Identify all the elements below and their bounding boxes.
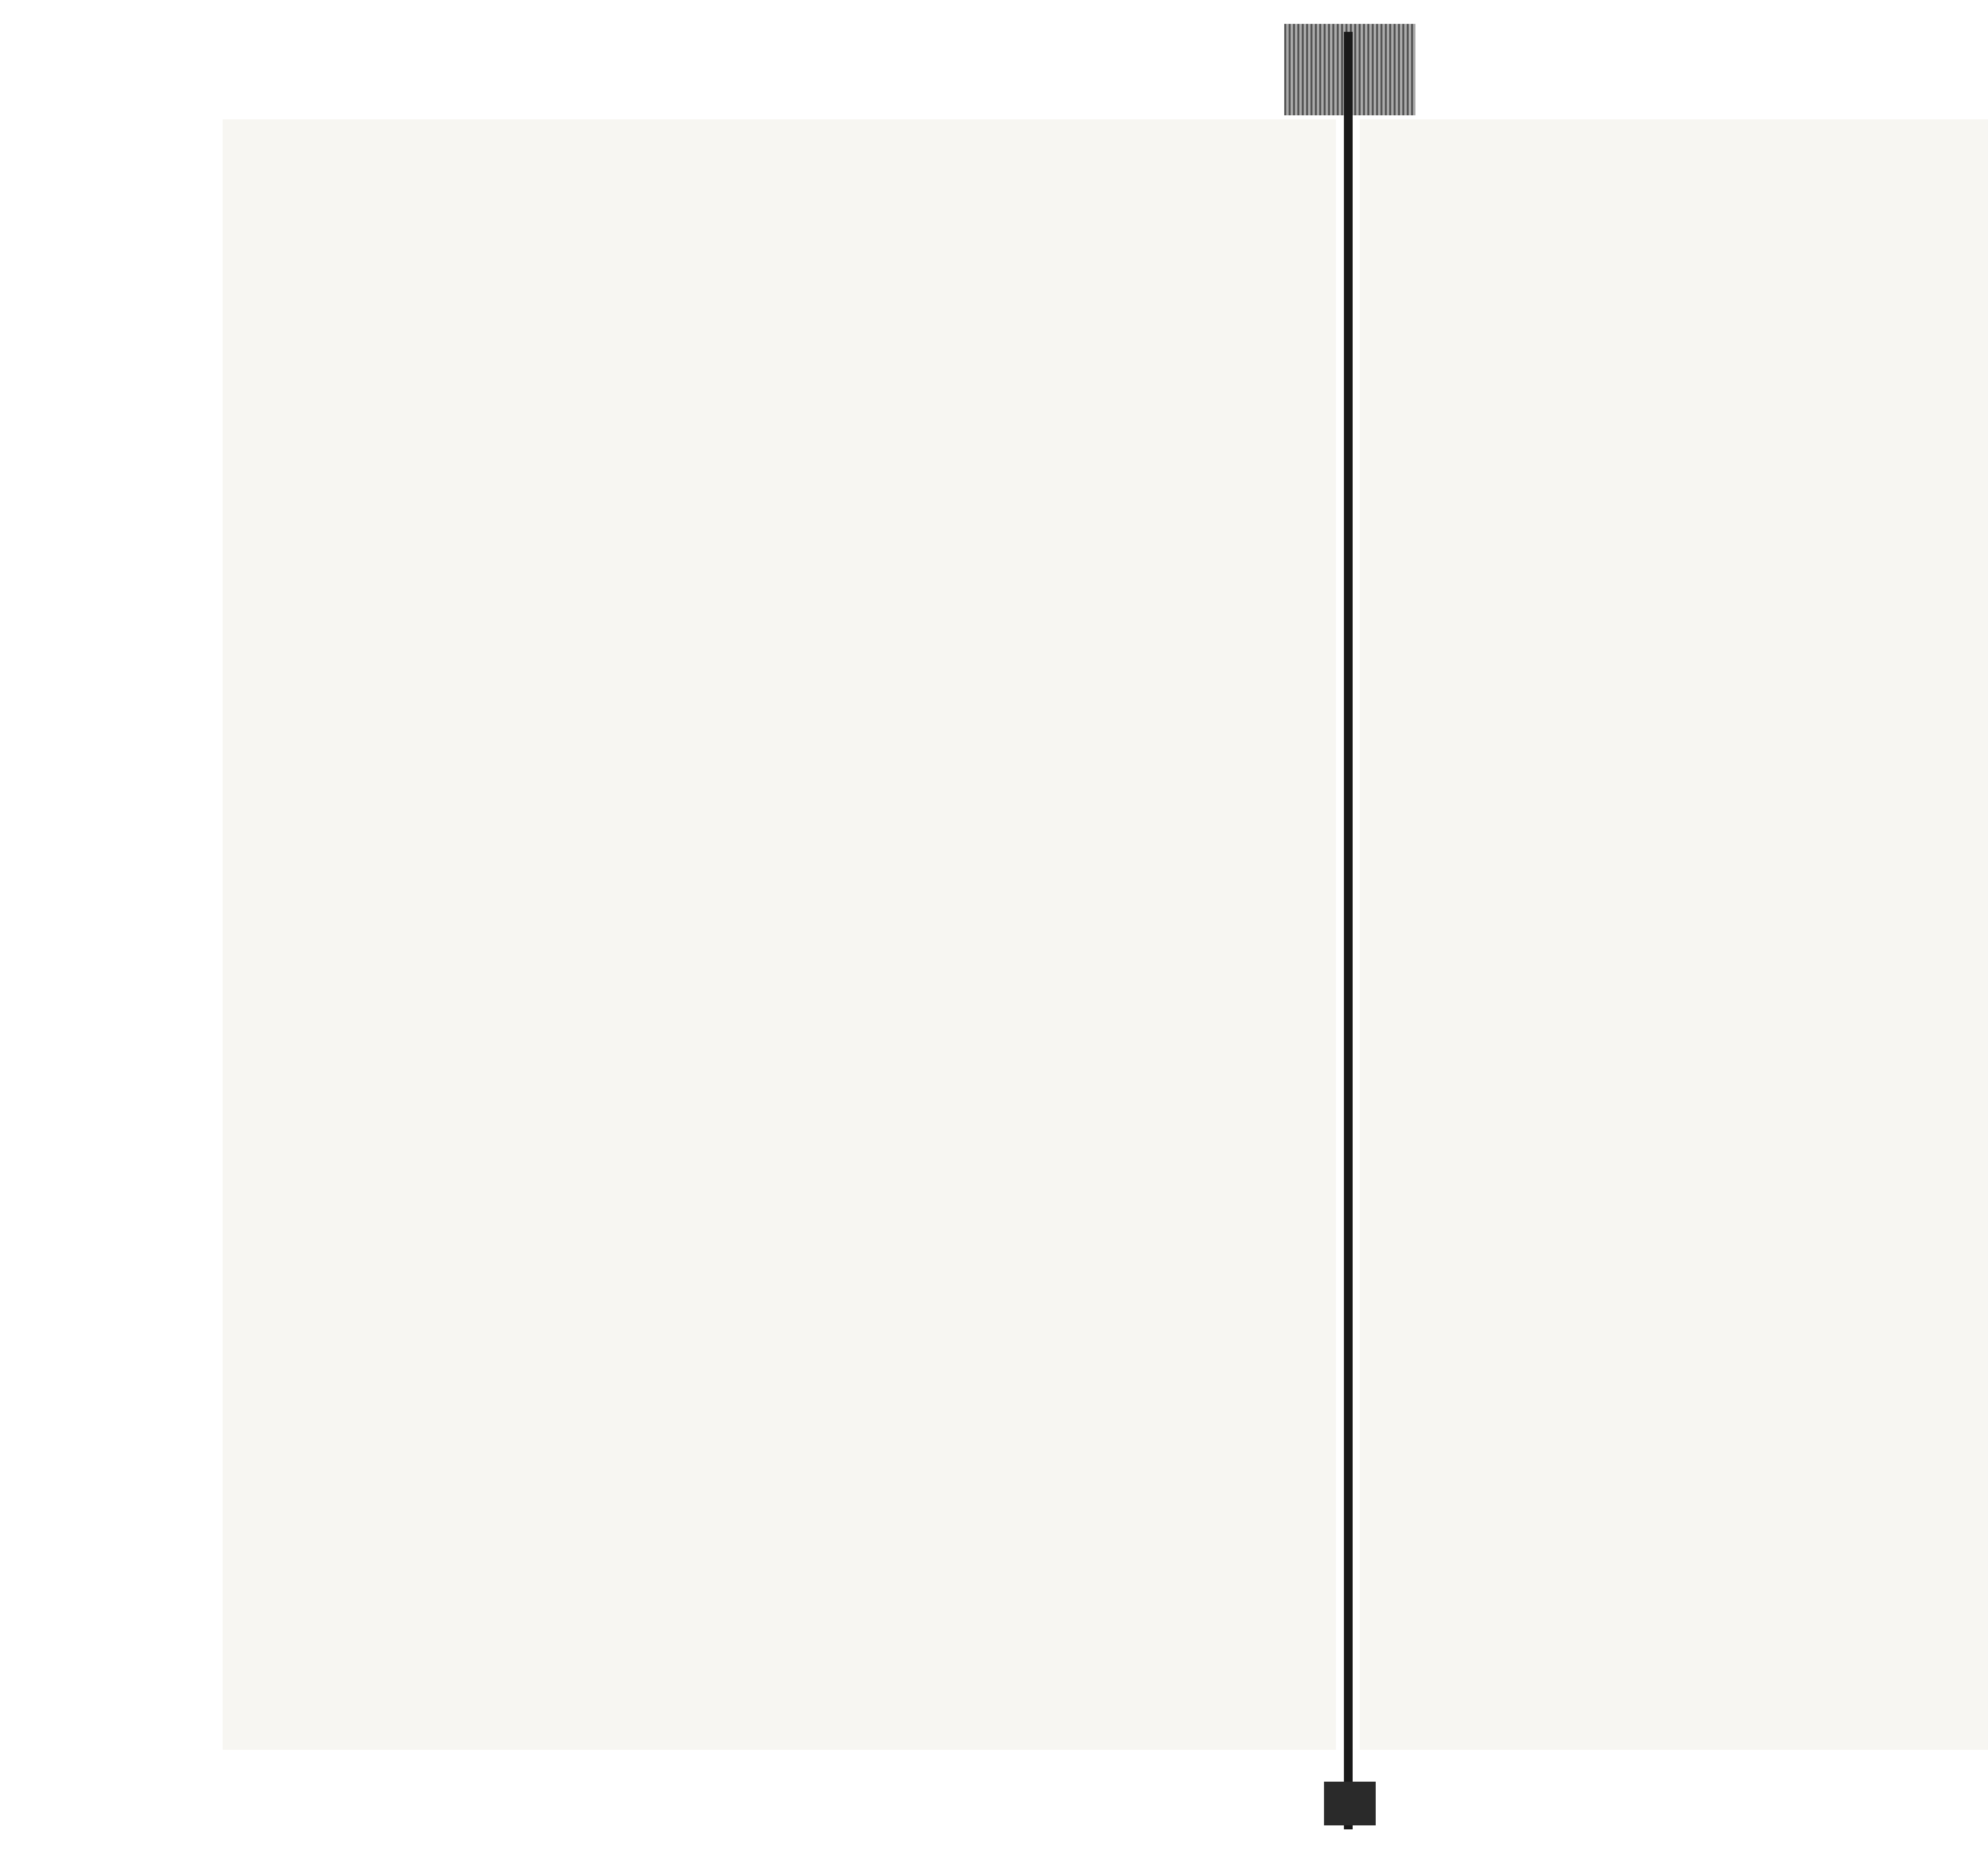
right-page: [1360, 119, 1988, 1750]
book-spine: [1344, 32, 1353, 1829]
binding-bottom: [1324, 1782, 1376, 1825]
right-upper-text: [1415, 231, 1988, 907]
left-page: [223, 119, 1336, 1750]
right-lower-text: [1415, 974, 1988, 1650]
left-upper-text: [278, 231, 1280, 907]
left-lower-text: [278, 974, 1280, 1650]
